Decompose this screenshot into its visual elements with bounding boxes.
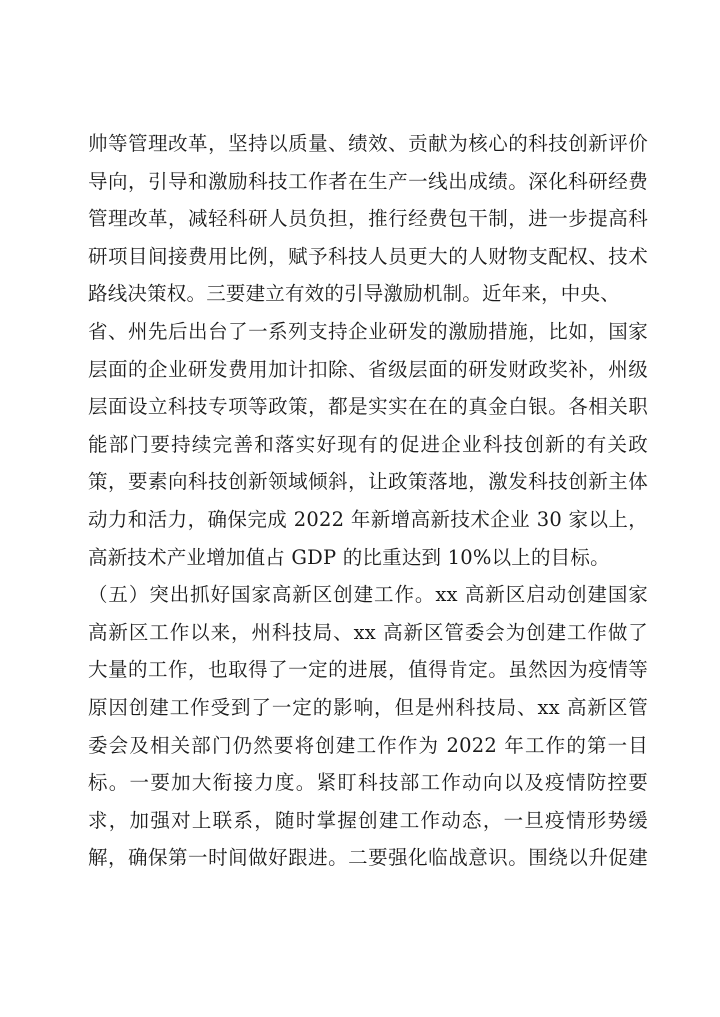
text-line: 层面的企业研发费用加计扣除、省级层面的研发财政奖补，州级 xyxy=(88,357,648,381)
text-line: 动力和活力，确保完成 2022 年新增高新技术企业 30 家以上， xyxy=(88,507,648,531)
text-line: 研项目间接费用比例，赋予科技人员更大的人财物支配权、技术 xyxy=(88,244,648,268)
text-line: 标。一要加大衔接力度。紧盯科技部工作动向以及疫情防控要 xyxy=(88,771,648,795)
text-line: （五）突出抓好国家高新区创建工作。xx 高新区启动创建国家 xyxy=(88,583,648,607)
text-line: 策，要素向科技创新领域倾斜，让政策落地，激发科技创新主体 xyxy=(88,470,648,494)
text-line: 省、州先后出台了一系列支持企业研发的激励措施，比如，国家 xyxy=(88,319,648,343)
text-line: 高新区工作以来，州科技局、xx 高新区管委会为创建工作做了 xyxy=(88,620,648,644)
text-line: 管理改革，减轻科研人员负担，推行经费包干制，进一步提高科 xyxy=(88,207,648,231)
text-line: 原因创建工作受到了一定的影响，但是州科技局、xx 高新区管 xyxy=(88,695,648,719)
text-line: 解，确保第一时间做好跟进。二要强化临战意识。围绕以升促建 xyxy=(88,846,648,870)
text-line: 高新技术产业增加值占 GDP 的比重达到 10%以上的目标。 xyxy=(88,545,610,569)
body-text xyxy=(88,125,648,877)
text-line: 导向，引导和激励科技工作者在生产一线出成绩。深化科研经费 xyxy=(88,169,648,193)
text-line: 求，加强对上联系，随时掌握创建工作动态，一旦疫情形势缓 xyxy=(88,808,648,832)
text-line: 路线决策权。三要建立有效的引导激励机制。近年来，中央、 xyxy=(88,282,620,306)
text-line: 帅等管理改革，坚持以质量、绩效、贡献为核心的科技创新评价 xyxy=(88,132,648,155)
text-line: 层面设立科技专项等政策，都是实实在在的真金白银。各相关职 xyxy=(88,395,648,419)
text-line: 能部门要持续完善和落实好现有的促进企业科技创新的有关政 xyxy=(88,432,648,456)
text-line: 委会及相关部门仍然要将创建工作作为 2022 年工作的第一目 xyxy=(88,733,648,757)
text-line: 大量的工作，也取得了一定的进展，值得肯定。虽然因为疫情等 xyxy=(88,658,648,682)
